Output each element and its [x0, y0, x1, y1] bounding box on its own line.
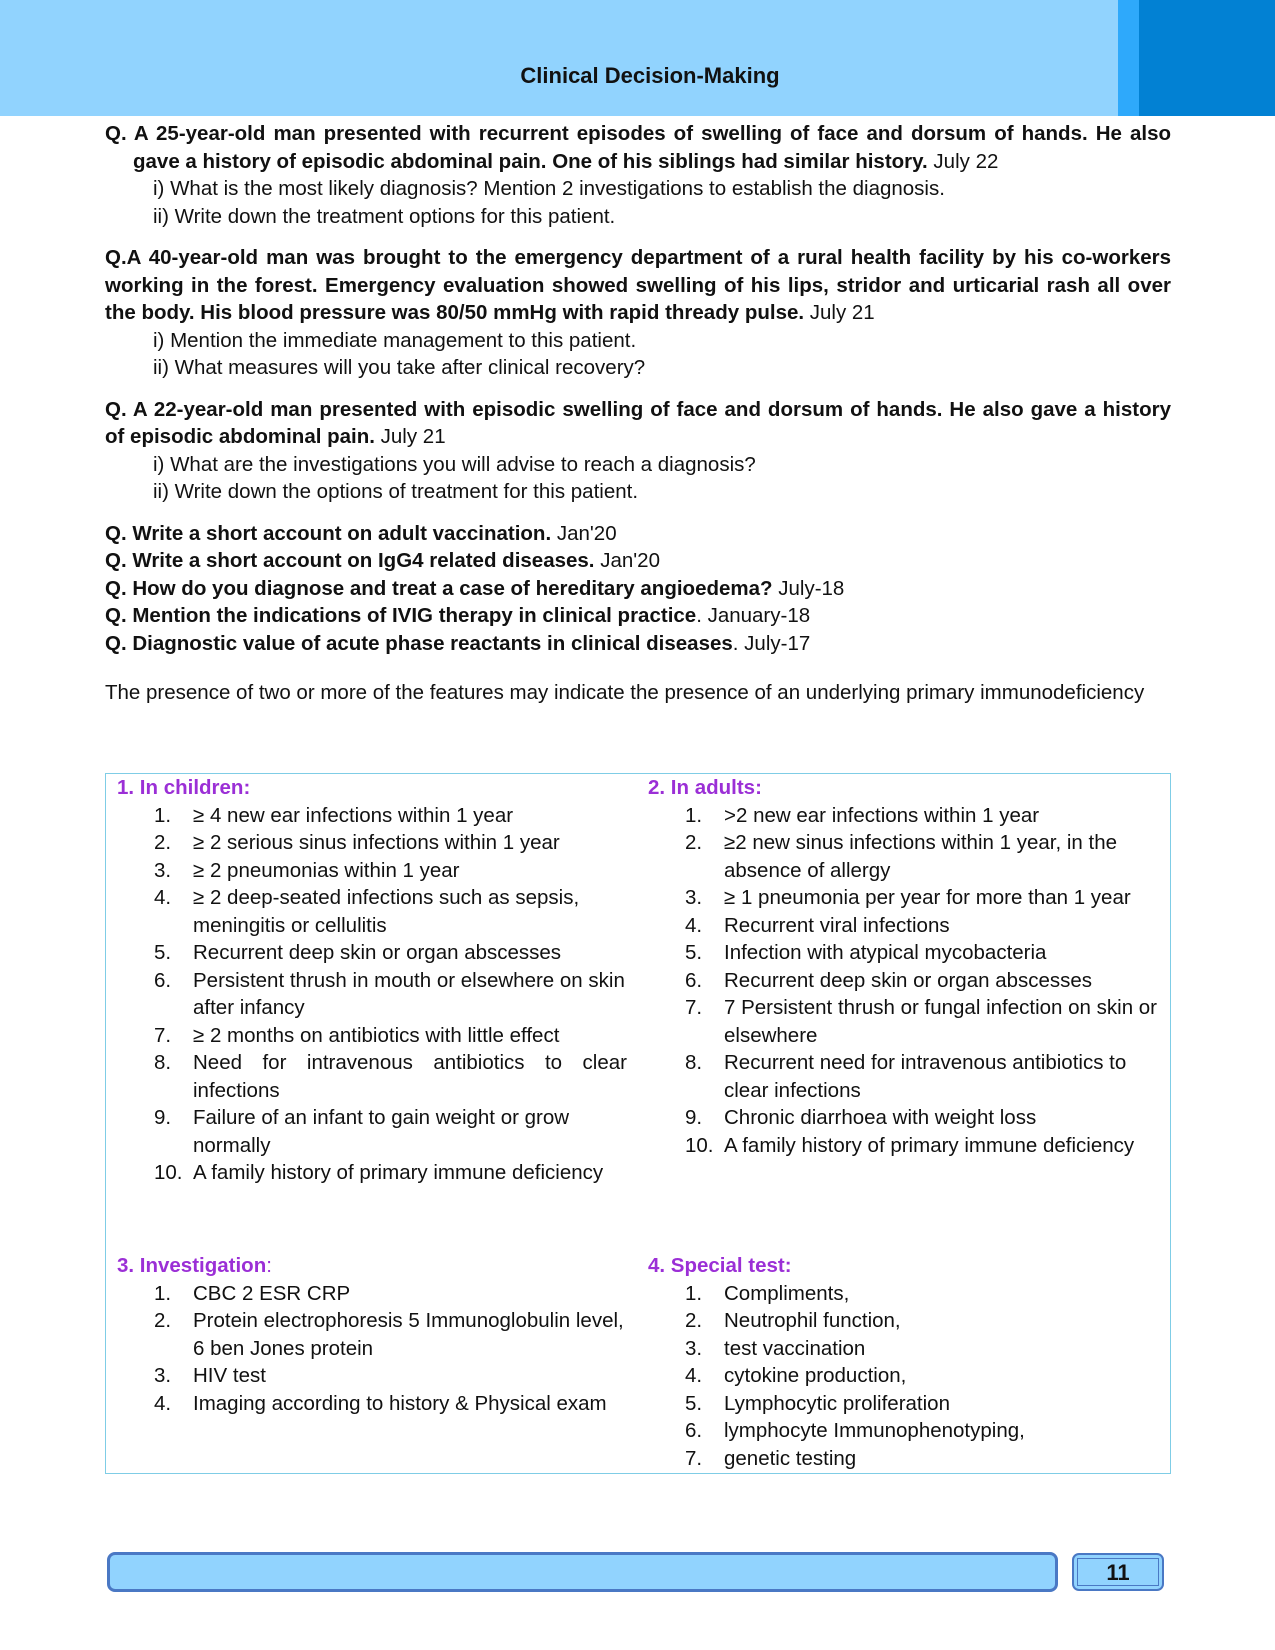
- list-item-number: 3.: [154, 1364, 172, 1387]
- list-item: [648, 1390, 1025, 1418]
- list-item-text: ≥ 2 serious sinus infections within 1 year: [193, 831, 560, 854]
- list-item-text: Imaging according to history & Physical exam: [193, 1391, 607, 1415]
- exam-date: July 21: [804, 301, 875, 324]
- list-item-text: Compliments,: [724, 1281, 850, 1305]
- list-item-number: 3.: [685, 1336, 703, 1360]
- list-item-text: genetic testing: [724, 1446, 857, 1470]
- list-item-number: 3.: [685, 886, 703, 909]
- adults-list: [648, 802, 1163, 1160]
- question-text: Q. A 25-year-old man presented with recurrent episodes of swelling of face and dorsum of hands. He also gave a history of episodic abdominal pain. One of his siblings had similar history.: [105, 122, 1171, 173]
- question-text: Q. Write a short account on adult vaccination.: [105, 521, 552, 545]
- list-item-text: A family history of primary immune deficiency: [724, 1133, 1135, 1157]
- list-item-text: Chronic diarrhoea with weight loss: [724, 1106, 1037, 1129]
- list-item-text: Recurrent viral infections: [724, 913, 950, 937]
- list-item: [648, 884, 1163, 912]
- sub-question: ii) Write down the treatment options for this patient.: [153, 204, 616, 228]
- intro-paragraph: The presence of two or more of the features may indicate the presence of an underlying primary immunodeficiency: [105, 681, 1145, 704]
- list-item-text: ≥ 2 pneumonias within 1 year: [193, 858, 460, 882]
- column-right: [648, 774, 1163, 1470]
- sub-question: i) Mention the immediate management to this patient.: [153, 328, 637, 352]
- list-item-number: 4.: [154, 886, 172, 909]
- list-item-text: Failure of an infant to gain weight or grow normally: [193, 1106, 570, 1157]
- list-item-text: Need for intravenous antibiotics to clear infections: [193, 1051, 627, 1102]
- list-item-number: 7.: [685, 996, 703, 1019]
- section-investigation: [117, 1252, 627, 1417]
- section-heading: 4. Special test:: [648, 1254, 792, 1277]
- list-item: [648, 1445, 1025, 1473]
- section-adults: [648, 774, 1163, 1159]
- list-item: [648, 1362, 1025, 1390]
- list-item: [648, 967, 1163, 995]
- list-item-text: Lymphocytic proliferation: [724, 1391, 950, 1415]
- immunodeficiency-features-box: [105, 773, 1171, 1474]
- list-item: [117, 884, 627, 939]
- question-text: Q. A 22-year-old man presented with episodic swelling of face and dorsum of hands. He also gave a history of episodic abdominal pain.: [105, 397, 1171, 448]
- short-question: [105, 630, 1171, 658]
- list-item-number: 5.: [685, 1391, 703, 1415]
- question-text: Q. Mention the indications of IVIG therapy in clinical practice: [105, 604, 697, 627]
- list-item-number: 4.: [685, 1364, 703, 1387]
- exam-date: July 22: [927, 149, 999, 173]
- list-item-number: 5.: [154, 941, 172, 964]
- list-item-number: 1.: [154, 803, 172, 827]
- list-item-text: CBC 2 ESR CRP: [193, 1281, 351, 1305]
- page-header-band: [0, 0, 1275, 116]
- list-item-number: 6.: [154, 968, 172, 992]
- children-list: [117, 802, 627, 1187]
- list-item-number: 4.: [685, 913, 703, 937]
- sub-question: ii) Write down the options of treatment for this patient.: [153, 480, 639, 503]
- list-item-text: >2 new ear infections within 1 year: [724, 803, 1040, 827]
- list-item: [117, 967, 627, 1022]
- special-test-list: [648, 1280, 1025, 1473]
- list-item: [117, 1104, 627, 1159]
- list-item-number: 5.: [685, 941, 703, 964]
- list-item: [648, 912, 1163, 940]
- list-item-text: Protein electrophoresis 5 Immunoglobulin level, 6 ben Jones protein: [193, 1309, 624, 1360]
- exam-date: Jan'20: [594, 549, 660, 572]
- column-left: [117, 774, 627, 1415]
- question-1: [105, 120, 1171, 230]
- list-item-number: 2.: [685, 831, 703, 854]
- short-question: [105, 547, 1171, 575]
- question-text: Q. Diagnostic value of acute phase reactants in clinical diseases: [105, 631, 733, 655]
- question-text: Q. Write a short account on IgG4 related diseases.: [105, 549, 595, 572]
- question-stem: [105, 396, 1171, 451]
- list-item-number: 1.: [154, 1281, 172, 1305]
- list-item: [648, 802, 1163, 830]
- list-item: [648, 1307, 1025, 1335]
- list-item: [648, 994, 1163, 1049]
- question-2: [105, 244, 1171, 382]
- sub-question: i) What is the most likely diagnosis? Mention 2 investigations to establish the diagnosis.: [153, 177, 945, 200]
- list-item: [648, 829, 1163, 884]
- list-item: [117, 829, 627, 857]
- list-item: [648, 939, 1163, 967]
- section-heading-suffix: :: [266, 1254, 272, 1277]
- list-item: [117, 802, 627, 830]
- section-children: [117, 774, 627, 1187]
- list-item-text: Recurrent need for intravenous antibiotics to clear infections: [724, 1051, 1127, 1102]
- list-item-text: Recurrent deep skin or organ abscesses: [724, 968, 1093, 992]
- main-content: [105, 120, 1171, 707]
- list-item-text: cytokine production,: [724, 1364, 907, 1387]
- list-item: [117, 1159, 627, 1187]
- short-question: [105, 520, 1171, 548]
- list-item-text: ≥2 new sinus infections within 1 year, in the absence of allergy: [724, 831, 1117, 882]
- list-item: [117, 1049, 627, 1104]
- short-question: [105, 602, 1171, 630]
- list-item-text: ≥ 2 months on antibiotics with little effect: [193, 1023, 560, 1047]
- list-item-text: Neutrophil function,: [724, 1309, 901, 1332]
- list-item-number: 7.: [685, 1446, 703, 1470]
- list-item: [117, 1362, 627, 1390]
- page-number: 11: [1077, 1558, 1159, 1586]
- list-item-number: 2.: [154, 831, 172, 854]
- running-header-title: Clinical Decision-Making: [520, 63, 780, 88]
- list-item-number: 2.: [154, 1309, 172, 1332]
- list-item-number: 10.: [154, 1161, 183, 1184]
- list-item-text: Recurrent deep skin or organ abscesses: [193, 941, 562, 964]
- question-stem: [105, 120, 1171, 175]
- list-item: [117, 1307, 627, 1362]
- list-item-number: 9.: [685, 1106, 703, 1129]
- list-item: [117, 1280, 627, 1308]
- short-question: [105, 575, 1171, 603]
- section-heading: 1. In children:: [117, 776, 251, 799]
- list-item-number: 1.: [685, 803, 703, 827]
- question-text: Q.A 40-year-old man was brought to the emergency department of a rural health facility by his co-workers working in the forest. Emergency evaluation showed swelling of his lips, stridor and urticarial rash all over the body. His blood pressure was 80/50 mmHg with rapid thready pulse.: [105, 246, 1171, 324]
- list-item-number: 9.: [154, 1106, 172, 1129]
- list-item: [648, 1104, 1163, 1132]
- header-accent-stripe-light: [1118, 0, 1139, 116]
- list-item-text: HIV test: [193, 1364, 266, 1387]
- exam-date: . July-17: [732, 631, 811, 655]
- list-item-text: Persistent thrush in mouth or elsewhere on skin after infancy: [193, 968, 625, 1019]
- list-item-text: A family history of primary immune deficiency: [193, 1161, 604, 1184]
- list-item-text: Infection with atypical mycobacteria: [724, 941, 1047, 964]
- list-item: [648, 1417, 1025, 1445]
- exam-date: . January-18: [696, 604, 811, 627]
- list-item-number: 8.: [154, 1051, 172, 1074]
- list-item: [117, 939, 627, 967]
- list-item-text: lymphocyte Immunophenotyping,: [724, 1419, 1025, 1442]
- exam-date: July 21: [374, 425, 446, 448]
- exam-date: Jan'20: [551, 521, 617, 545]
- list-item-number: 2.: [685, 1309, 703, 1332]
- list-item: [648, 1335, 1025, 1363]
- list-item-number: 6.: [685, 968, 703, 992]
- exam-date: July-18: [772, 576, 845, 600]
- list-item-number: 10.: [685, 1133, 714, 1157]
- short-questions-list: [105, 520, 1171, 658]
- list-item-number: 1.: [685, 1281, 703, 1305]
- investigation-list: [117, 1280, 627, 1418]
- question-text: Q. How do you diagnose and treat a case of hereditary angioedema?: [105, 576, 773, 600]
- list-item-text: 7 Persistent thrush or fungal infection on skin or elsewhere: [724, 996, 1158, 1047]
- section-special-test: [648, 1252, 1025, 1472]
- section-heading: [117, 1252, 627, 1280]
- list-item: [117, 1390, 627, 1418]
- sub-question: ii) What measures will you take after clinical recovery?: [153, 356, 646, 379]
- list-item: [648, 1132, 1163, 1160]
- list-item: [117, 1022, 627, 1050]
- list-item: [648, 1280, 1025, 1308]
- page-number-box: [1072, 1553, 1164, 1591]
- section-heading: 2. In adults:: [648, 776, 762, 799]
- list-item-number: 7.: [154, 1023, 172, 1047]
- list-item: [117, 857, 627, 885]
- sub-question: i) What are the investigations you will advise to reach a diagnosis?: [153, 452, 756, 476]
- list-item: [648, 1049, 1163, 1104]
- header-accent-stripe-dark: [1139, 0, 1275, 116]
- list-item-text: test vaccination: [724, 1336, 866, 1360]
- list-item-number: 4.: [154, 1391, 172, 1415]
- list-item-number: 6.: [685, 1419, 703, 1442]
- question-stem: [105, 244, 1171, 327]
- question-3: [105, 396, 1171, 506]
- list-item-number: 8.: [685, 1051, 703, 1074]
- section-heading-text: 3. Investigation: [117, 1254, 267, 1277]
- list-item-text: ≥ 4 new ear infections within 1 year: [193, 803, 514, 827]
- list-item-number: 3.: [154, 858, 172, 882]
- list-item-text: ≥ 1 pneumonia per year for more than 1 year: [724, 886, 1131, 909]
- list-item-text: ≥ 2 deep-seated infections such as sepsis, meningitis or cellulitis: [193, 886, 580, 937]
- footer-bar: [107, 1552, 1058, 1592]
